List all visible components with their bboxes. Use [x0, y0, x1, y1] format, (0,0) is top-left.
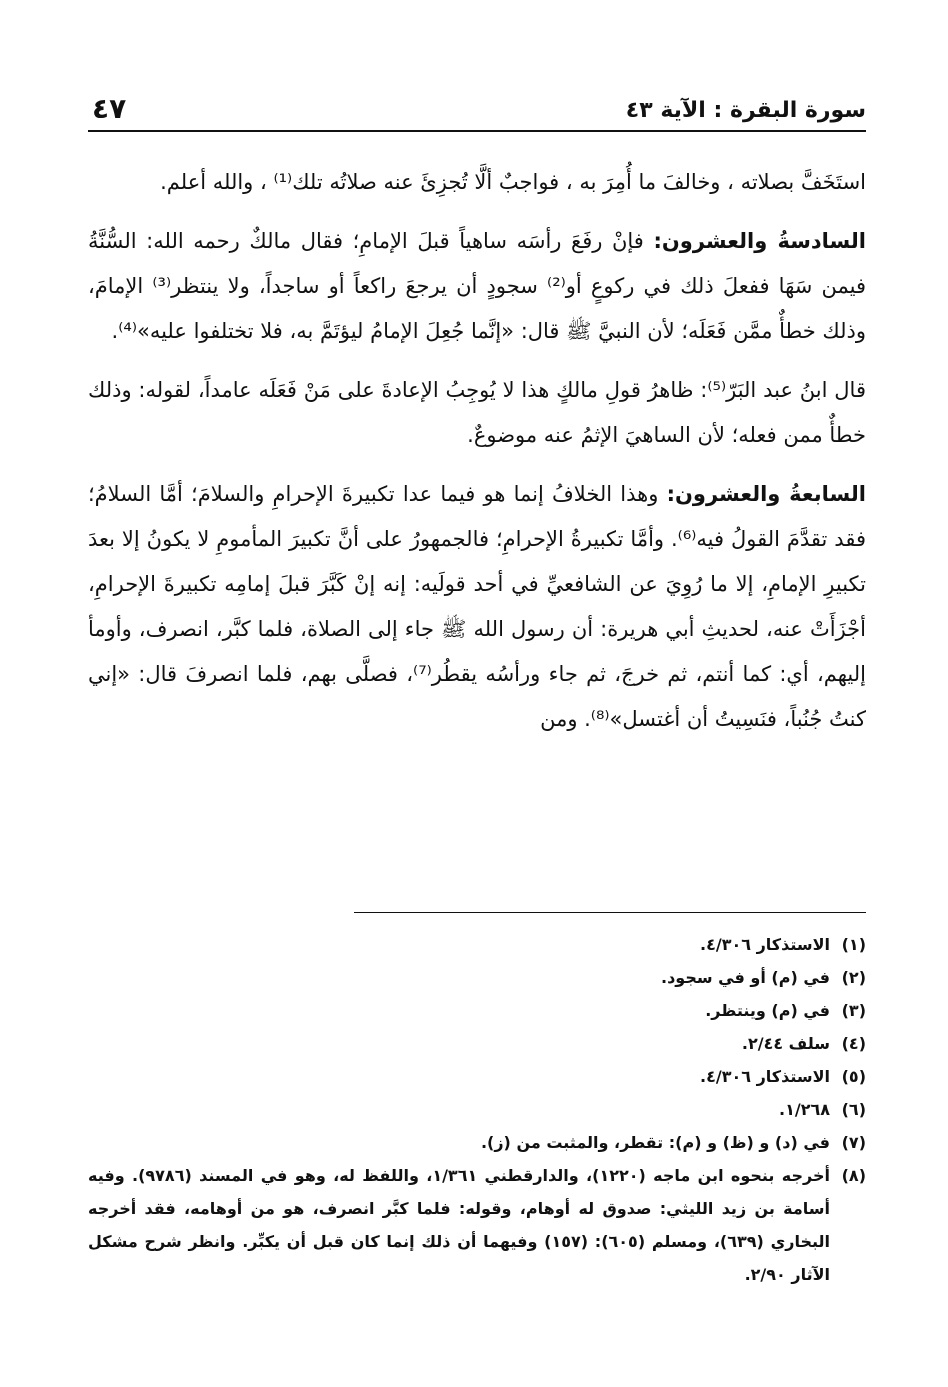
- footnote-text: ١/٢٦٨.: [779, 1100, 830, 1119]
- footnote-text: الاستذكار ٤/٣٠٦.: [700, 935, 830, 954]
- main-text: [88, 160, 866, 756]
- issue-heading: السابعةُ والعشرون:: [666, 482, 866, 506]
- paragraph: [88, 219, 866, 354]
- paragraph-text: قال ابنُ عبد البَرّ⁽⁵⁾: ظاهرُ قولِ مالكٍ هذا لا يُوجِبُ الإعادةَ على مَنْ فَعَلَه عامداً، لقوله: وذلك خطأٌ ممن فعله؛ لأن الساهيَ الإثمُ عنه موضوعٌ.: [88, 378, 866, 447]
- footnote-text: في (د) و (ظ) و (م): تقطر، والمثبت من (ز).: [480, 1133, 830, 1152]
- footnote: [88, 1060, 866, 1093]
- page-header: [88, 92, 866, 132]
- page-number: ٤٧: [92, 92, 127, 125]
- footnote-number: (٣): [841, 1001, 866, 1020]
- issue-heading: السادسةُ والعشرون:: [653, 229, 866, 253]
- footnote-number: (١): [841, 935, 866, 954]
- footnote: [88, 994, 866, 1027]
- footnote-number: (٦): [841, 1100, 866, 1119]
- footnote: [88, 961, 866, 994]
- paragraph-text: استَخَفَّ بصلاته ، وخالفَ ما أُمِرَ به ، فواجبٌ ألَّا تُجزِئَ عنه صلاتُه تلك⁽¹⁾ ، والله أعلم.: [160, 170, 866, 194]
- running-title: سورة البقرة : الآية ٤٣: [625, 98, 866, 123]
- footnote-number: (٤): [841, 1034, 866, 1053]
- footnote: [88, 1159, 866, 1291]
- footnote-number: (٥): [841, 1067, 866, 1086]
- footnotes: [88, 928, 866, 1291]
- footnote-text: في (م) وينتظر.: [705, 1001, 830, 1020]
- footnote-number: (٢): [841, 968, 866, 987]
- paragraph-text: فإنْ رفَعَ رأسَه ساهياً قبلَ الإمامِ؛ فقال مالكٌ رحمه الله: السُّنَّةُ فيمن سَهَا ففعلَ ذلك في ركوعٍ أو⁽²⁾ سجودٍ أن يرجعَ راكعاً أو ساجداً، ولا ينتظر⁽³⁾ الإمامَ، وذلك خطأٌ ممَّن فَعَلَه؛ لأن النبيَّ ﷺ قال: «إنَّما جُعِلَ الإمامُ ليؤتَمَّ به، فلا تختلفوا عليه»⁽⁴⁾.: [88, 229, 866, 343]
- footnote: [88, 1126, 866, 1159]
- footnote-separator: [354, 912, 866, 913]
- footnote: [88, 928, 866, 961]
- footnote-text: سلف ٢/٤٤.: [741, 1034, 830, 1053]
- paragraph: [88, 472, 866, 742]
- footnote: [88, 1093, 866, 1126]
- footnote-text: أخرجه بنحوه ابن ماجه (١٢٢٠)، والدارقطني ١/٣٦١، واللفظ له، وهو في المسند (٩٧٨٦). وفيه أسامة بن زيد الليثي: صدوق له أوهام، وقوله: فلما كبَّر انصرف، هو من أوهامه، فقد أخرجه البخاري (٦٣٩)، ومسلم (٦٠٥): (١٥٧) وفيهما أن ذلك إنما كان قبل أن يكبِّر. وانظر شرح مشكل الآثار ٢/٩٠.: [88, 1166, 831, 1284]
- footnote: [88, 1027, 866, 1060]
- book-page: [88, 0, 866, 1387]
- paragraph: [88, 160, 866, 205]
- paragraph-text: وهذا الخلافُ إنما هو فيما عدا تكبيرةَ الإحرامِ والسلامَ؛ أمَّا السلامُ؛ فقد تقدَّمَ القولُ فيه⁽⁶⁾. وأمَّا تكبيرةُ الإحرامِ؛ فالجمهورُ على أنَّ تكبيرَ المأمومِ لا يكونُ إلا بعدَ تكبيرِ الإمامِ، إلا ما رُوِيَ عن الشافعيِّ في أحد قولَيه: إنه إنْ كَبَّرَ قبلَ إمامِه تكبيرةَ الإحرامِ، أجْزَأَتْ عنه، لحديثِ أبي هريرة: أن رسول الله ﷺ جاء إلى الصلاة، فلما كبَّر، انصرف، وأومأ إليهم، أي: كما أنتم، ثم خرجَ، ثم جاء ورأسُه يقطُر⁽⁷⁾، فصلَّى بهم، فلما انصرفَ قال: «إني كنتُ جُنُباً، فنَسِيتُ أن أغتسل»⁽⁸⁾. ومن: [88, 482, 866, 731]
- footnote-text: الاستذكار ٤/٣٠٦.: [700, 1067, 830, 1086]
- footnote-number: (٨): [841, 1166, 866, 1185]
- footnote-number: (٧): [841, 1133, 866, 1152]
- footnote-text: في (م) أو في سجود.: [661, 968, 830, 987]
- paragraph: [88, 368, 866, 458]
